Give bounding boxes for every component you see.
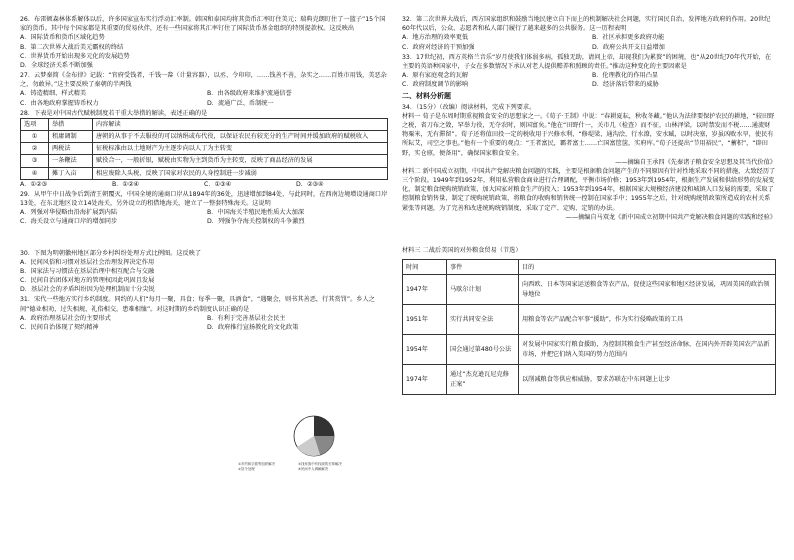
option: A．原有家庭观念的瓦解 [402,72,469,80]
table-cell: ③ [21,155,49,167]
pie-legend-item: ③找家族中有权威的长辈解决 [298,462,342,466]
table-cell: 以削减粮食等供应相威胁，要求苏联在中东问题上让步 [519,365,776,395]
option: A．铸造精细、样式精美 [20,90,87,98]
table-row [403,305,776,335]
question-30 [20,249,252,295]
question-27 [20,71,388,108]
question-34 [402,103,776,395]
option: B．有利于完善基层社会民主 [207,314,286,322]
left-column [20,14,388,332]
option: B．①②④ [112,180,140,188]
option: D．基层社会的矛盾纠纷因为处理机制而十分尖锐 [20,286,155,294]
table-row [403,365,776,395]
food-trade-table [402,259,776,395]
table-row [403,335,776,365]
option: D．政府推行宣扬教化的文化政策 [207,323,299,331]
question-stem: 27．云梦秦简《金布律》记载：“官府受钱者，千钱一畚（计量容器），以丞、令印印，……钱善不善，杂实之……百姓市用钱，美恶杂之，勿敢异。”这主要反映了秦朝的半两钱 [20,72,387,89]
pie-chart [238,414,348,460]
pie-legend-item: ②县令处理 [238,467,255,471]
table-row [21,143,388,155]
question-stem: 31．宋代一些地方实行乡约制度。同约的人们“每月一聚，具食；每季一聚，具酒食”，“遇聚会，则书其善恶，行其赏罚”。乡人之间“德业相劝，过失相规，礼俗相交，患难相恤”。对这时期的乡约制度认识正确的是 [20,296,375,313]
table-cell: ④ [21,167,49,179]
option: C．①③④ [204,180,232,188]
pie-legend-item: ④民间中人调解解决 [298,467,329,471]
option: A．国际货币和货币区域化趋势 [20,34,105,42]
option: D．政府公共开支日益增加 [592,43,665,51]
table-header: 选项 [21,118,49,130]
option: D．全球经济关系不断加强 [20,61,93,69]
option: C．海关设立与通商口岸的增加同步 [20,218,118,226]
option: D．列强争夺海关控制权的斗争激烈 [207,218,305,226]
question-28 [20,109,388,189]
option: D．经济落后带来的威胁 [592,81,659,89]
dispute-pie-figure [238,414,348,484]
option: B．社区承担更多政府功能 [592,34,665,42]
table-cell: 租庸调制 [49,131,93,143]
option: B．第二次世界大战后美元霸权的终结 [20,43,124,51]
question-29 [20,190,388,227]
table-header: 内容解读 [93,118,388,130]
table-row [403,275,776,305]
option: B．伦理教化的作用凸显 [592,72,659,80]
table-cell: 向西欧、日本等国家运送粮食等农产品，促使这些国家和地区经济发展，巩固美国的政治领导地位 [519,275,776,305]
material-1: 材料一 荀子是东周时期重视粮食安全的思想家之一。《荀子·王制》中说：“春耕夏耘，秋收冬藏。”他认为法律要保护农民的耕地，“较田野之税，省刀布之敛，罕举力役，无夺农时，则国富矣。”他在“田野什一，关市几（检查）而不征，山林泽梁，以时禁发而不税……通流财物粟米，无有滞留”。荀子还将值田投一定的税收用于兴修水利，“修堤梁，通沟浍，行水潦，安水臧，以时决塞，岁虽凶败水旱，使民有所耘艾，司空之事也。”他有一个重要的观点：“王者富民，霸者富士……亡国富筐箧，实府库。”荀子还提出“节用裕民”，“蓄积”，“辟田野，实仓廪，便备用”，确保国家粮食安全。 [402,112,775,157]
table-header: 事件 [447,260,519,275]
table-row [21,155,388,167]
option: B．中国海关半殖民地性质大大加深 [207,209,305,217]
option: B．由各级政府来维护流通信誉 [207,90,292,98]
question-stem: 32．第二次世界大战后，西方国家组织和鼓励当地民建立自下而上的机制解决社会问题，实行国民自治，发挥地方政府的作用。20世纪60年代以后，公众、志愿者和私人部门履行了越来越多的公共服务。这一历程表明 [402,16,771,33]
table-cell: 1974年 [403,365,447,395]
table-cell: 马歇尔计划 [447,275,519,305]
table-cell: 征税标准由以土地财产为主逐步向以人丁为主转变 [93,143,388,155]
material-1-source: ——摘编自王承四《先秦诸子粮食安全思想及其当代价值》 [615,158,776,166]
option: A．列强对华侵略由沿海扩展到内陆 [20,209,118,217]
table-header-row [403,260,776,275]
question-stem: 29．从甲午中日战争后到清王朝覆灭，中国全境的通商口岸从1894年的36处，迅速增加到84处，与此同时，在西南边境增设通商口岸13处，在东北地区设立14处海关，另外设立的租借地海关，建立了一整套特殊海关。这说明 [20,190,388,208]
question-26 [20,15,388,70]
option: A．①②③ [20,180,48,188]
table-cell: 摊丁入亩 [49,167,93,179]
table-cell: 用粮食等农产品配合军事“援助”，作为实行侵略政策的工具 [519,305,776,335]
pie-slice [314,416,334,436]
question-32 [402,15,776,52]
table-cell: 1947年 [403,275,447,305]
option: D．流通广泛、币制统一 [207,99,274,107]
question-stem: 26．布雷顿森林体系解体以后，许多国家宣布实行浮动汇率制。韩国和泰国均将其货币汇率盯住美元；瑞典克朗盯住了一篮子”15个国家的货币。其中每个国家都是其重要的贸易伙伴，还有一些国家将其汇率钉住了国际货币基金组织的特别提款权。这反映出 [20,16,386,33]
table-cell: 一条鞭法 [49,155,93,167]
question-33 [402,53,776,90]
question-stem: 28．下表是对中国古代赋税制度若干重大举措的解读，表述正确的是 [20,109,208,117]
table-cell: 两税法 [49,143,93,155]
material-2: 材料二 新中国成立初期，中国共产党解决粮食问题的实践，主要是根据粮食问题产生的不同原因有针对性地采取不同的措施，大致经历了三个阶段。1949年到1952年，利用私营粮食商业进行合理调配，平衡市场价格；1953年到1954年，根据生产发展和供给形势的发展变化，制定粮食统购统销政策，加大国家对粮食生产的投入；1953年到1954年，根据国家大规模经济建设和城镇人口发展的需要，采取了控制粮食销售量，制定了统购统销政策，将粮食的收购和销售统一控制在国家手中；1955年之后，针对统购统销政策所造成的农村关系紧张等问题，为了完善和改进统购统销制度，采取了定产、定购、定销的办法。 [402,167,776,212]
material-2-source: ——摘编自马双龙《新中国成立初期中国共产党解决粮食问题的实践和经验》 [565,213,776,221]
option: A．地方治理的效率更低 [402,34,469,42]
section-heading: 二、材料分析题 [402,92,451,101]
table-cell: 唐朝的从事于不去服役的可以纳绢或布代役，以保证农民有较充分的生产时间并缓加政府的赋税收入 [93,131,388,143]
option: B．国家法与习惯法在基层治理中相互配合与交融 [20,267,155,275]
option: C．民间自治体现了契约精神 [20,323,99,331]
table-cell: 赋役合一，一般折银，赋税由实物为主到货币为主转变，反映了商品经济的发展 [93,155,388,167]
material-3-title: 材料三 二战后美国的对外粮食贸易（节选） [402,246,522,254]
table-cell: 国会通过第480号公法 [447,335,519,365]
option: C．政府制度调节的影响 [402,81,469,89]
table-cell: ② [21,143,49,155]
right-column [402,14,776,395]
table-row [21,167,388,179]
option: A．民间风俗和习惯对基层社会治理发挥决定作用 [20,258,155,266]
table-header: 目的 [519,260,776,275]
question-stem: 33．17世纪初，西方英格兰音乐“岁月使我们体弱多病，孤独无助，请问上帝，却视我们为累赘”的困境，也“从20世纪70年代开始，在主要的英语种国家中，子女在多数情况下承认对老人提供赡养和照顾的责任。”推动这种变化的主要因素是 [402,53,772,70]
table-cell: 对发展中国家实行粮食援助，为控制其粮食生产甚至经济命脉，在国内外开辟美国农产品新市场，并把它们纳入美国的势力范围内 [519,335,776,365]
table-cell: 通过“杰克逊瓦尼克修正案” [447,365,519,395]
pie-legend-item: ①乡约和宗族等组织解决 [238,462,275,466]
option: C．民间自治团体对地方的管理权因此巩固且发展 [20,277,155,285]
option: C．由各地政府掌握铸币权力 [20,99,99,107]
option: D．②③④ [296,180,324,188]
option: C．世界货币开始出现多元化的发展趋势 [20,52,130,60]
table-cell: 1954年 [403,335,447,365]
question-31 [20,295,388,332]
table-header-row [21,118,388,130]
option: C．政府对经济的干预加强 [402,43,475,51]
table-cell: 1951年 [403,305,447,335]
table-header: 时间 [403,260,447,275]
tax-table [20,118,388,180]
table-header: 举措 [49,118,93,130]
option: A．政府治理基层社会的主要形式 [20,314,111,322]
table-cell: 相应废除人头税，反映了国家对农民的人身控制进一步减弱 [93,167,388,179]
question-stem: 30．下图为明朝徽州地区部分乡村纠纷处理方式比例图。这反映了 [20,249,202,257]
table-row [21,131,388,143]
table-cell: ① [21,131,49,143]
question-stem: 34．（15分）（改编）阅读材料，完成下列要求。 [402,103,536,111]
table-cell: 实行共同安全法 [447,305,519,335]
